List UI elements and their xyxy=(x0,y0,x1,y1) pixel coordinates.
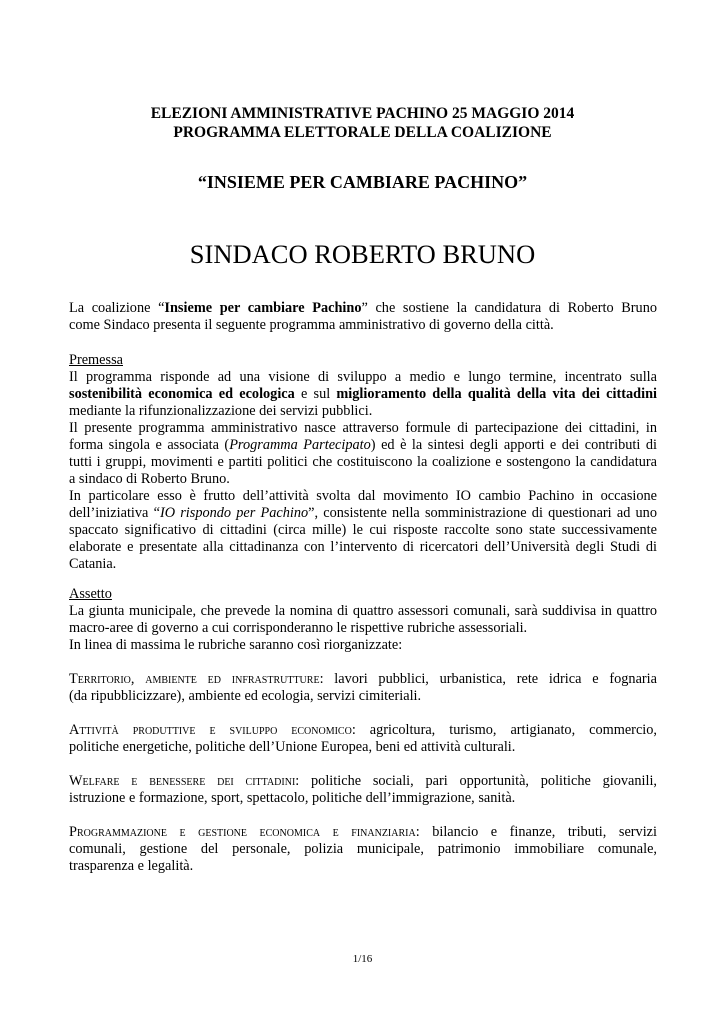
paragraph-line: sostenibilità economica ed ecologica e sul miglioramento della qualità della vita dei cittadini xyxy=(69,386,657,402)
paragraph-line: elaborate e presentate alla cittadinanza con l’intervento di ricercatori dell’Università degli Studi di xyxy=(69,539,657,555)
premessa-section xyxy=(69,352,657,573)
area-line: politiche energetiche, politiche dell’Unione Europea, beni ed attività culturali. xyxy=(69,739,516,755)
section-heading-premessa: Premessa xyxy=(69,352,123,368)
intro-paragraph xyxy=(69,300,657,334)
paragraph-line: spaccato significativo di cittadini (circa mille) le cui risposte raccolte sono state successivamente xyxy=(69,522,657,538)
area-welfare xyxy=(69,773,657,807)
paragraph-line: macro-aree di governo a cui corrisponderanno le rispettive rubriche assessoriali. xyxy=(69,620,528,636)
candidate-heading: SINDACO ROBERTO BRUNO xyxy=(189,239,536,269)
page-number: 1/16 xyxy=(352,953,373,965)
paragraph-line: tutti i gruppi, movimenti e partiti politici che costituiscono la coalizione e sostengono la candidatura xyxy=(69,454,657,470)
area-programmazione xyxy=(69,824,657,875)
election-title: ELEZIONI AMMINISTRATIVE PACHINO 25 MAGGIO 2014 xyxy=(150,105,575,122)
area-line: Attività produttive e sviluppo economico: agricoltura, turismo, artigianato, commercio, xyxy=(69,722,657,738)
paragraph-line: In linea di massima le rubriche saranno così riorganizzate: xyxy=(69,637,403,653)
intro-line: La coalizione “Insieme per cambiare Pachino” che sostiene la candidatura di Roberto Bruno xyxy=(69,300,657,316)
area-title: Attività produttive e sviluppo economico xyxy=(69,722,352,738)
area-line: comunali, gestione del personale, polizia municipale, patrimonio immobiliare comunale, xyxy=(69,841,657,857)
paragraph-line: Il programma risponde ad una visione di sviluppo a medio e lungo termine, incentrato sulla xyxy=(69,369,657,385)
paragraph-line: forma singola e associata (Programma Partecipato) ed è la sintesi degli apporti e dei contributi di xyxy=(69,437,657,453)
area-territorio xyxy=(69,671,657,705)
area-title: Territorio, ambiente ed infrastrutture xyxy=(69,671,320,687)
area-line: (da ripubblicizzare), ambiente ed ecologia, servizi cimiteriali. xyxy=(69,688,422,704)
area-line: trasparenza e legalità. xyxy=(69,858,194,874)
area-line: Programmazione e gestione economica e finanziaria: bilancio e finanze, tributi, servizi xyxy=(69,824,657,840)
paragraph-line: La giunta municipale, che prevede la nomina di quattro assessori comunali, sarà suddivisa in quattro xyxy=(69,603,657,619)
paragraph-line: In particolare esso è frutto dell’attività svolta dal movimento IO cambio Pachino in occasione xyxy=(69,488,657,504)
coalition-slogan: “INSIEME PER CAMBIARE PACHINO” xyxy=(197,172,528,192)
area-line: Welfare e benessere dei cittadini: politiche sociali, pari opportunità, politiche giovanili, xyxy=(69,773,657,789)
area-title: Welfare e benessere dei cittadini xyxy=(69,773,296,789)
section-heading-assetto: Assetto xyxy=(69,586,112,602)
program-title: PROGRAMMA ELETTORALE DELLA COALIZIONE xyxy=(173,124,552,141)
assetto-section xyxy=(69,586,657,654)
area-line: istruzione e formazione, sport, spettacolo, politiche dell’immigrazione, sanità. xyxy=(69,790,516,806)
coalition-name: Insieme per cambiare Pachino xyxy=(164,300,362,316)
paragraph-line: mediante la rifunzionalizzazione dei servizi pubblici. xyxy=(69,403,373,419)
area-attivita-produttive xyxy=(69,722,657,756)
paragraph-line: a sindaco di Roberto Bruno. xyxy=(69,471,230,487)
paragraph-line: Il presente programma amministrativo nasce attraverso formule di partecipazione dei cittadini, in xyxy=(69,420,657,436)
paragraph-line: dell’iniziativa “IO rispondo per Pachino”, consistente nella somministrazione di questionari ad uno xyxy=(69,505,657,521)
paragraph-line: Catania. xyxy=(69,556,117,572)
area-title: Programmazione e gestione economica e finanziaria xyxy=(69,824,416,840)
intro-line: come Sindaco presenta il seguente programma amministrativo di governo della città. xyxy=(69,317,554,333)
area-line: Territorio, ambiente ed infrastrutture: lavori pubblici, urbanistica, rete idrica e fognaria xyxy=(69,671,657,687)
